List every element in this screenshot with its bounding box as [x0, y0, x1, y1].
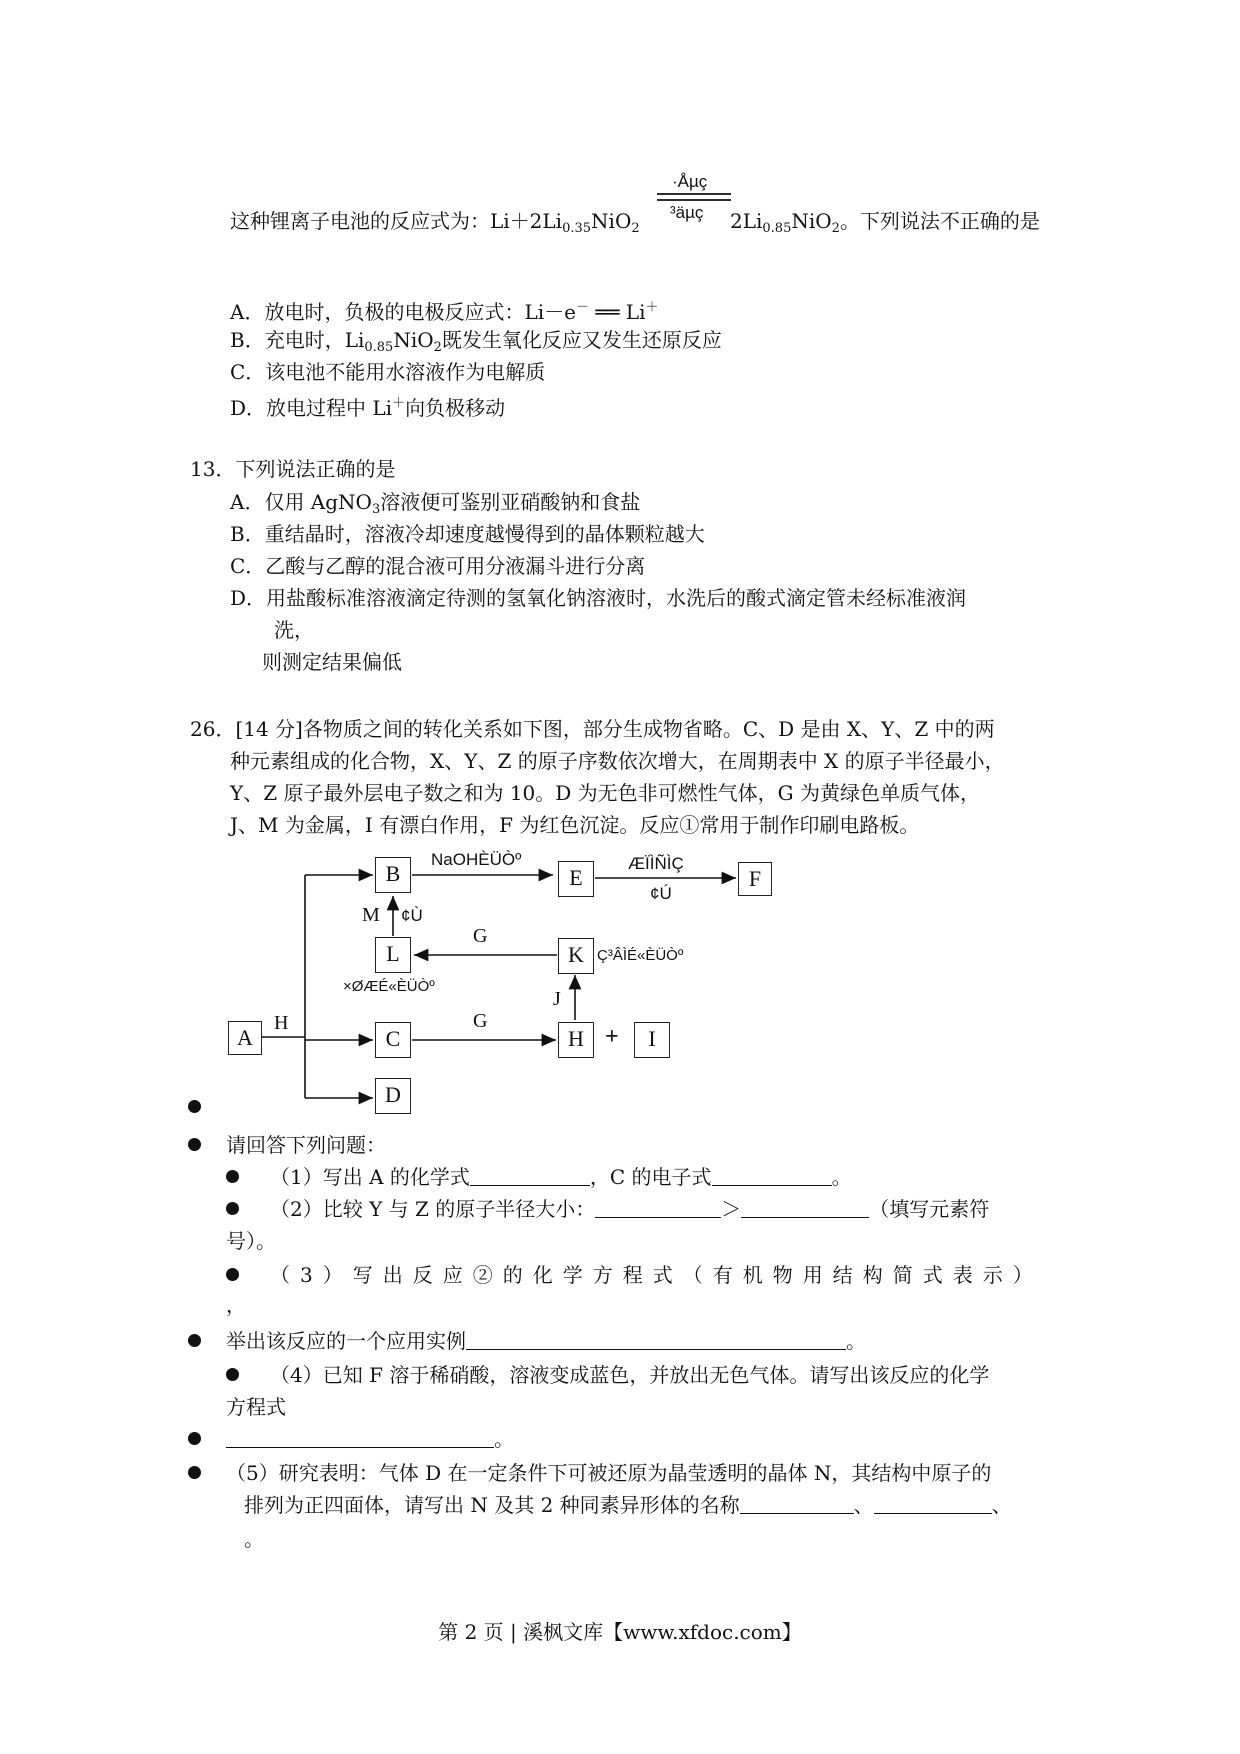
answer-blank-allotrope-2[interactable] [874, 1493, 992, 1514]
label-k-right: Ç³ÂÌÉ«ÈÜÒº [597, 947, 684, 964]
plus-sign: + [605, 1024, 619, 1050]
q13-option-d-line3: 则测定结果偏低 [262, 650, 402, 674]
text: ＞ [721, 1197, 742, 1221]
text: 向负极移动 [405, 396, 506, 420]
text: 、 [991, 1493, 1012, 1517]
answer-q3-comma: ， [226, 1293, 246, 1317]
answer-q2-tail: 号）。 [226, 1229, 276, 1253]
superscript: ＋ [645, 300, 659, 315]
node-e: E [558, 861, 594, 897]
text: ══ Li [588, 300, 646, 324]
node-c: C [375, 1022, 411, 1058]
text: 溶液便可鉴别亚硝酸钠和食盐 [380, 490, 641, 514]
label-j: J [553, 988, 561, 1010]
node-a: A [228, 1021, 262, 1055]
text: D．放电过程中 Li [230, 396, 393, 420]
q13-option-c: C．乙酸与乙醇的混合液可用分液漏斗进行分离 [230, 554, 646, 578]
label-e-to-f-top: ÆÏÌÑÌÇ [628, 854, 684, 873]
answer-blank-radius-1[interactable] [595, 1197, 721, 1218]
answer-q4-equation [226, 1426, 514, 1452]
page-footer: 第 2 页 | 溪枫文库【www.xfdoc.com】 [438, 1620, 802, 1644]
subscript: 3 [371, 502, 381, 517]
text: A．仅用 AgNO [230, 490, 372, 514]
text: （1）写出 A 的化学式 [270, 1165, 470, 1189]
answer-q2 [270, 1196, 989, 1222]
text: NiO [591, 209, 632, 233]
text: 举出该反应的一个应用实例 [226, 1329, 466, 1353]
text: 。 [494, 1427, 514, 1451]
label-e-to-f-bottom: ¢Ú [650, 884, 672, 903]
text: 、 [853, 1493, 874, 1517]
text: 2Li [730, 209, 763, 233]
answer-q3-application [226, 1328, 866, 1354]
text: B．充电时，Li [230, 328, 365, 352]
label-l-bottom: ×ØÆÉ«ÈÜÒº [343, 978, 435, 995]
bullet [188, 1138, 201, 1151]
text: 这种锂离子电池的反应式为：Li＋2Li [230, 209, 563, 233]
label-m-circle: ¢Ù [401, 906, 423, 925]
answer-blank-radius-2[interactable] [741, 1197, 869, 1218]
node-l: L [375, 937, 411, 973]
answer-q1 [270, 1164, 852, 1190]
answers-prompt: 请回答下列问题： [226, 1133, 386, 1157]
q13-option-d-line1: D．用盐酸标准溶液滴定待测的氢氧化钠溶液时，水洗后的酸式滴定管未经标准液润 [230, 586, 967, 610]
text: 。 [846, 1329, 866, 1353]
text: NiO [791, 209, 832, 233]
bullet [188, 1100, 201, 1113]
bullet [188, 1466, 201, 1479]
text: 既发生氧化反应又发生还原反应 [441, 328, 722, 352]
text: A．放电时，负极的电极反应式：Li－e [230, 300, 576, 324]
q13-stem: 13．下列说法正确的是 [190, 457, 396, 481]
q13-option-d-line2: 洗， [274, 618, 314, 642]
q26-stem-line1: 26．[14 分]各物质之间的转化关系如下图，部分生成物省略。C、D 是由 X、Y、Z 中的两 [190, 717, 995, 741]
node-b: B [375, 857, 411, 893]
bullet [226, 1202, 239, 1215]
answer-blank-a-formula[interactable] [470, 1165, 590, 1186]
subscript: 0.85 [364, 340, 394, 355]
text: NiO [393, 328, 434, 352]
node-k: K [558, 938, 594, 974]
bullet [188, 1432, 201, 1445]
text: 。下列说法不正确的是 [839, 209, 1040, 233]
label-m: M [362, 904, 380, 926]
reaction-arrow-top-label: ·Åµç [672, 172, 708, 191]
bullet [188, 1334, 201, 1347]
label-g-top: G [473, 925, 488, 947]
bullet [226, 1368, 239, 1381]
answer-blank-c-electron[interactable] [712, 1165, 832, 1186]
bullet [226, 1170, 239, 1183]
label-g-bottom: G [473, 1010, 488, 1032]
node-i: I [634, 1022, 670, 1058]
answer-q5-line1: （5）研究表明：气体 D 在一定条件下可被还原为晶莹透明的晶体 N，其结构中原子的 [226, 1461, 992, 1485]
text: （填写元素符 [869, 1197, 990, 1221]
subscript: 0.85 [762, 221, 792, 236]
superscript: － [575, 300, 589, 315]
reaction-arrow-bottom-label: ³äµç [670, 203, 704, 222]
answer-blank-equation[interactable] [226, 1427, 494, 1448]
q26-stem-line3: Y、Z 原子最外层电子数之和为 10。D 为无色非可燃性气体，G 为黄绿色单质气体， [230, 781, 980, 805]
subscript: 2 [631, 221, 640, 236]
bullet [226, 1268, 239, 1281]
text: 排列为正四面体，请写出 N 及其 2 种同素异形体的名称 [244, 1493, 740, 1517]
answer-q3: （3）写出反应②的化学方程式（有机物用结构简式表示） [270, 1263, 1043, 1287]
node-d: D [375, 1078, 411, 1114]
superscript: ＋ [392, 396, 406, 411]
text: ，C 的电子式 [589, 1165, 712, 1189]
node-h: H [558, 1022, 594, 1058]
answer-q5-end: 。 [244, 1527, 264, 1551]
subscript: 0.35 [562, 221, 592, 236]
answer-q4: （4）已知 F 溶于稀硝酸，溶液变成蓝色，并放出无色气体。请写出该反应的化学 [270, 1363, 990, 1387]
label-h: H [274, 1012, 289, 1034]
text: 。 [831, 1165, 852, 1189]
node-f: F [738, 862, 772, 896]
subscript: 2 [433, 340, 442, 355]
answer-q4-tail: 方程式 [226, 1395, 286, 1419]
answer-blank-application[interactable] [466, 1329, 846, 1350]
subscript: 2 [831, 221, 840, 236]
answer-blank-allotrope-1[interactable] [740, 1493, 854, 1514]
q12-option-c: C．该电池不能用水溶液作为电解质 [230, 360, 546, 384]
text: （2）比较 Y 与 Z 的原子半径大小： [270, 1197, 596, 1221]
label-naoh-solution: NaOHÈÜÒº [431, 850, 522, 869]
q26-stem-line4: J、M 为金属，I 有漂白作用，F 为红色沉淀。反应①常用于制作印刷电路板。 [230, 813, 920, 837]
q26-stem-line2: 种元素组成的化合物，X、Y、Z 的原子序数依次增大，在周期表中 X 的原子半径最小， [230, 749, 1005, 773]
answer-q5-line2 [244, 1492, 1012, 1518]
q13-option-b: B．重结晶时，溶液冷却速度越慢得到的晶体颗粒越大 [230, 522, 705, 546]
